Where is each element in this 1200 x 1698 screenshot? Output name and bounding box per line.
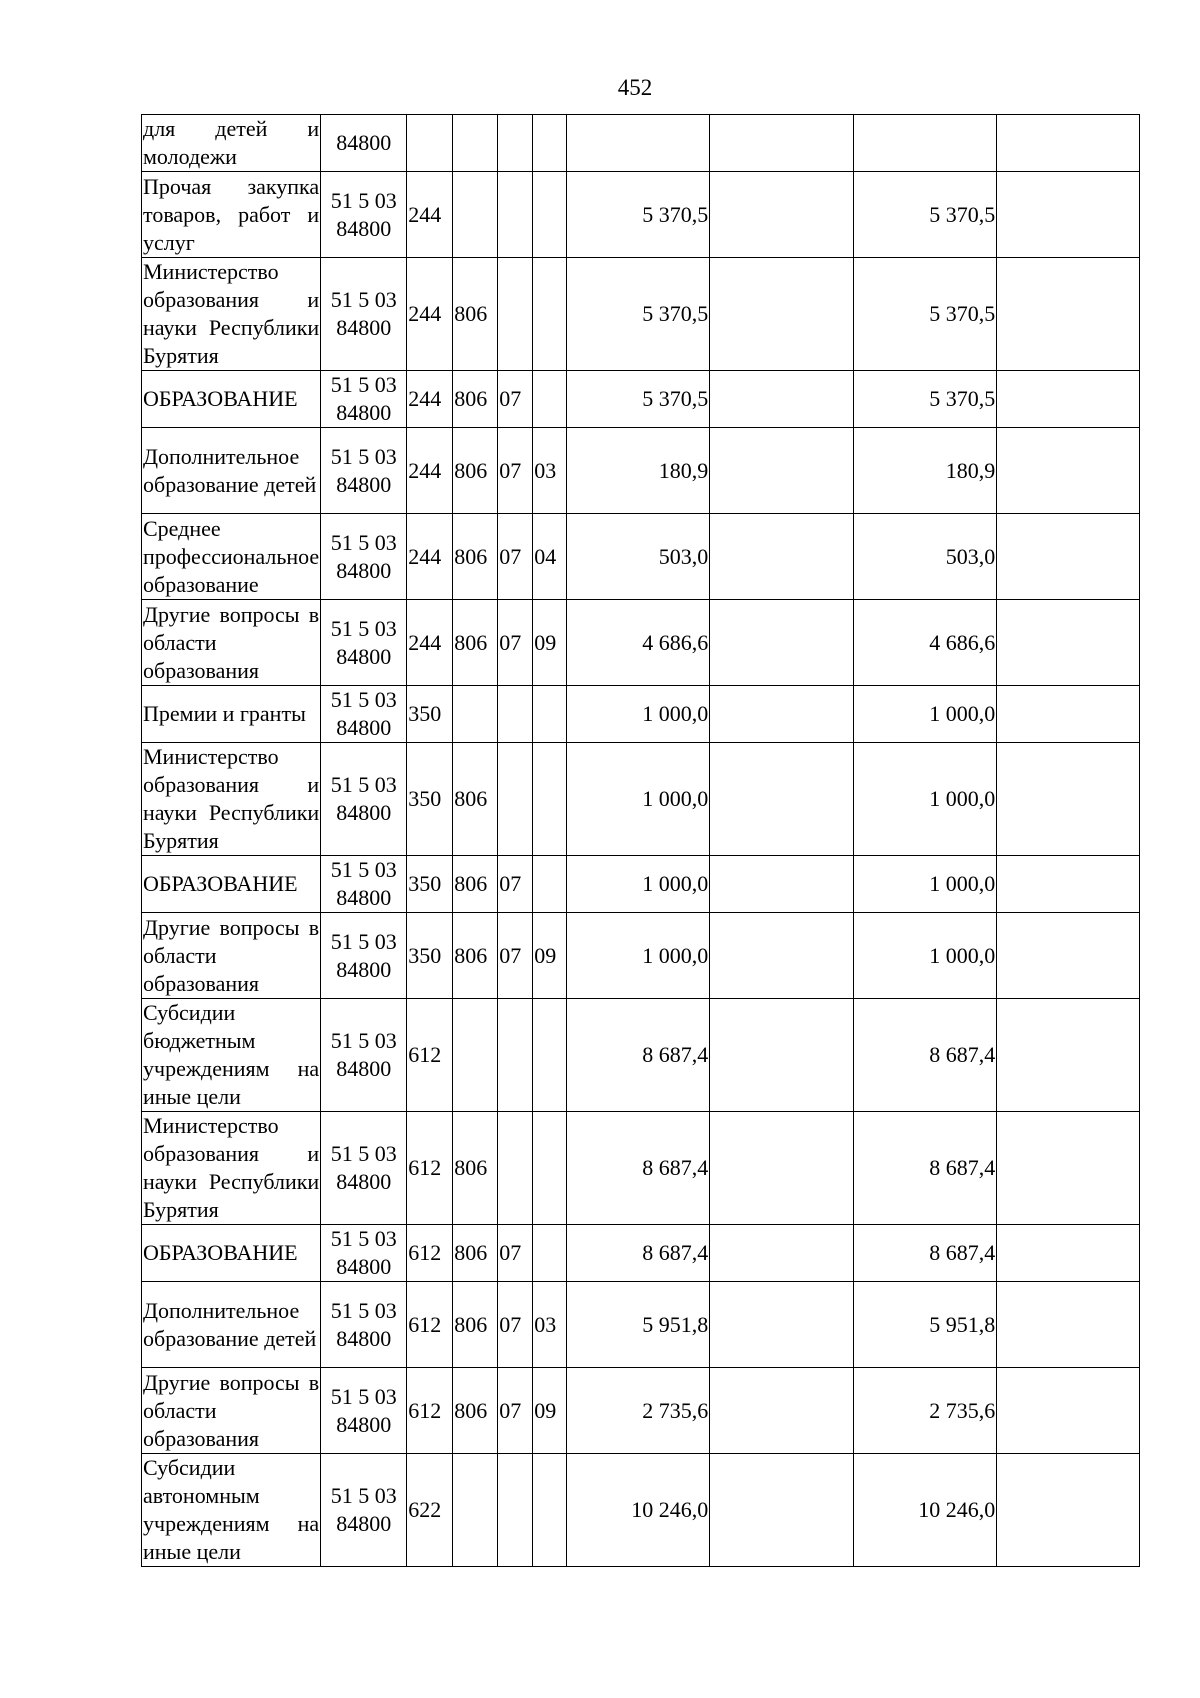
row-subsection <box>533 172 567 258</box>
row-department: 806 <box>453 514 498 600</box>
row-department <box>453 172 498 258</box>
row-amount-2 <box>710 514 854 600</box>
row-subsection <box>533 1454 567 1567</box>
row-amount-1: 10 246,0 <box>567 1454 710 1567</box>
row-section: 07 <box>498 1282 533 1368</box>
row-code: 51 5 03 84800 <box>321 1225 407 1282</box>
row-amount-1: 8 687,4 <box>567 999 710 1112</box>
row-subsection <box>533 371 567 428</box>
row-amount-3: 1 000,0 <box>854 856 997 913</box>
row-expense-type: 350 <box>407 686 453 743</box>
row-subsection: 09 <box>533 913 567 999</box>
row-department: 806 <box>453 1282 498 1368</box>
table-row <box>142 1368 1140 1454</box>
row-amount-3: 4 686,6 <box>854 600 997 686</box>
table-row <box>142 600 1140 686</box>
row-amount-2 <box>710 115 854 172</box>
row-section <box>498 172 533 258</box>
row-amount-3: 10 246,0 <box>854 1454 997 1567</box>
row-expense-type: 244 <box>407 258 453 371</box>
row-department <box>453 115 498 172</box>
row-subsection <box>533 743 567 856</box>
row-section: 07 <box>498 371 533 428</box>
row-department: 806 <box>453 1368 498 1454</box>
row-section <box>498 686 533 743</box>
table-row <box>142 258 1140 371</box>
row-code: 51 5 03 84800 <box>321 258 407 371</box>
row-subsection <box>533 999 567 1112</box>
row-amount-3: 8 687,4 <box>854 999 997 1112</box>
row-expense-type: 612 <box>407 1112 453 1225</box>
row-amount-2 <box>710 1454 854 1567</box>
row-code: 51 5 03 84800 <box>321 1282 407 1368</box>
row-name: Другие вопросы в области образования <box>142 1368 321 1454</box>
row-department <box>453 1454 498 1567</box>
row-amount-1: 8 687,4 <box>567 1225 710 1282</box>
row-subsection: 09 <box>533 1368 567 1454</box>
row-name: ОБРАЗОВАНИЕ <box>142 856 321 913</box>
row-amount-3: 180,9 <box>854 428 997 514</box>
row-section <box>498 1112 533 1225</box>
page-number: 452 <box>617 75 653 100</box>
row-department: 806 <box>453 371 498 428</box>
row-amount-4 <box>997 428 1140 514</box>
row-code: 51 5 03 84800 <box>321 600 407 686</box>
row-amount-1: 5 370,5 <box>567 371 710 428</box>
row-amount-3: 5 370,5 <box>854 371 997 428</box>
row-amount-2 <box>710 371 854 428</box>
table-row <box>142 1282 1140 1368</box>
row-amount-3: 503,0 <box>854 514 997 600</box>
row-expense-type: 350 <box>407 913 453 999</box>
row-section: 07 <box>498 428 533 514</box>
row-amount-4 <box>997 258 1140 371</box>
row-amount-2 <box>710 686 854 743</box>
row-code: 51 5 03 84800 <box>321 428 407 514</box>
row-expense-type: 244 <box>407 428 453 514</box>
table-row <box>142 371 1140 428</box>
table-row <box>142 172 1140 258</box>
row-amount-4 <box>997 686 1140 743</box>
table-row <box>142 514 1140 600</box>
row-expense-type: 612 <box>407 1282 453 1368</box>
row-amount-1: 4 686,6 <box>567 600 710 686</box>
row-department: 806 <box>453 600 498 686</box>
table-row <box>142 743 1140 856</box>
row-code: 51 5 03 84800 <box>321 1112 407 1225</box>
row-section <box>498 258 533 371</box>
row-code: 51 5 03 84800 <box>321 371 407 428</box>
row-subsection: 09 <box>533 600 567 686</box>
row-code: 51 5 03 84800 <box>321 856 407 913</box>
budget-table <box>141 114 1140 1567</box>
row-amount-4 <box>997 1225 1140 1282</box>
row-amount-3: 8 687,4 <box>854 1112 997 1225</box>
row-amount-3: 5 370,5 <box>854 172 997 258</box>
row-department: 806 <box>453 743 498 856</box>
row-amount-2 <box>710 1282 854 1368</box>
row-amount-3 <box>854 115 997 172</box>
row-section <box>498 1454 533 1567</box>
row-expense-type <box>407 115 453 172</box>
row-amount-4 <box>997 115 1140 172</box>
row-expense-type: 244 <box>407 600 453 686</box>
table-row <box>142 913 1140 999</box>
row-amount-4 <box>997 1368 1140 1454</box>
row-amount-1: 1 000,0 <box>567 743 710 856</box>
row-name: Прочая закупка товаров, работ и услуг <box>142 172 321 258</box>
row-subsection <box>533 1112 567 1225</box>
row-section: 07 <box>498 913 533 999</box>
row-amount-2 <box>710 999 854 1112</box>
row-amount-2 <box>710 258 854 371</box>
row-section: 07 <box>498 1368 533 1454</box>
row-amount-4 <box>997 1282 1140 1368</box>
row-department: 806 <box>453 1112 498 1225</box>
table-row <box>142 1225 1140 1282</box>
row-amount-4 <box>997 743 1140 856</box>
row-amount-4 <box>997 371 1140 428</box>
row-amount-2 <box>710 600 854 686</box>
row-amount-2 <box>710 743 854 856</box>
table-row <box>142 1112 1140 1225</box>
row-name: ОБРАЗОВАНИЕ <box>142 371 321 428</box>
table-row <box>142 428 1140 514</box>
row-amount-4 <box>997 913 1140 999</box>
row-expense-type: 244 <box>407 172 453 258</box>
table-row <box>142 856 1140 913</box>
row-name: Министерство образования и науки Республики Бурятия <box>142 258 321 371</box>
row-amount-2 <box>710 172 854 258</box>
row-name: Дополнительное образование детей <box>142 428 321 514</box>
row-subsection <box>533 1225 567 1282</box>
row-department <box>453 686 498 743</box>
row-name: Другие вопросы в области образования <box>142 913 321 999</box>
row-amount-4 <box>997 514 1140 600</box>
row-code: 84800 <box>321 115 407 172</box>
row-code: 51 5 03 84800 <box>321 686 407 743</box>
row-subsection <box>533 686 567 743</box>
row-name: Дополнительное образование детей <box>142 1282 321 1368</box>
row-expense-type: 612 <box>407 1368 453 1454</box>
row-expense-type: 622 <box>407 1454 453 1567</box>
row-amount-2 <box>710 856 854 913</box>
row-expense-type: 350 <box>407 743 453 856</box>
row-subsection <box>533 115 567 172</box>
row-amount-4 <box>997 600 1140 686</box>
row-expense-type: 612 <box>407 1225 453 1282</box>
row-section: 07 <box>498 1225 533 1282</box>
row-amount-3: 5 370,5 <box>854 258 997 371</box>
row-department: 806 <box>453 1225 498 1282</box>
row-subsection: 04 <box>533 514 567 600</box>
row-department: 806 <box>453 856 498 913</box>
row-department: 806 <box>453 258 498 371</box>
row-name: Среднее профессиональное образование <box>142 514 321 600</box>
row-amount-4 <box>997 172 1140 258</box>
table-body <box>142 115 1140 1567</box>
row-code: 51 5 03 84800 <box>321 999 407 1112</box>
row-amount-4 <box>997 856 1140 913</box>
table-row <box>142 115 1140 172</box>
row-amount-1: 180,9 <box>567 428 710 514</box>
row-subsection <box>533 258 567 371</box>
row-amount-2 <box>710 913 854 999</box>
row-amount-3: 1 000,0 <box>854 686 997 743</box>
row-amount-1: 1 000,0 <box>567 856 710 913</box>
row-code: 51 5 03 84800 <box>321 743 407 856</box>
row-code: 51 5 03 84800 <box>321 1454 407 1567</box>
row-section: 07 <box>498 600 533 686</box>
row-amount-3: 1 000,0 <box>854 743 997 856</box>
row-amount-1: 5 951,8 <box>567 1282 710 1368</box>
row-amount-1: 1 000,0 <box>567 686 710 743</box>
table-row <box>142 686 1140 743</box>
row-amount-4 <box>997 1112 1140 1225</box>
row-amount-3: 8 687,4 <box>854 1225 997 1282</box>
row-code: 51 5 03 84800 <box>321 913 407 999</box>
row-amount-3: 1 000,0 <box>854 913 997 999</box>
row-amount-1 <box>567 115 710 172</box>
table-row <box>142 1454 1140 1567</box>
row-name: Премии и гранты <box>142 686 321 743</box>
row-code: 51 5 03 84800 <box>321 172 407 258</box>
row-expense-type: 612 <box>407 999 453 1112</box>
row-amount-1: 8 687,4 <box>567 1112 710 1225</box>
table-row <box>142 999 1140 1112</box>
row-amount-1: 2 735,6 <box>567 1368 710 1454</box>
row-department: 806 <box>453 913 498 999</box>
row-amount-4 <box>997 1454 1140 1567</box>
row-section <box>498 743 533 856</box>
row-name: Министерство образования и науки Республики Бурятия <box>142 1112 321 1225</box>
row-section: 07 <box>498 856 533 913</box>
row-amount-2 <box>710 1368 854 1454</box>
row-code: 51 5 03 84800 <box>321 514 407 600</box>
row-subsection: 03 <box>533 428 567 514</box>
row-amount-1: 5 370,5 <box>567 258 710 371</box>
row-name: ОБРАЗОВАНИЕ <box>142 1225 321 1282</box>
row-amount-1: 5 370,5 <box>567 172 710 258</box>
row-expense-type: 244 <box>407 514 453 600</box>
row-subsection <box>533 856 567 913</box>
row-section: 07 <box>498 514 533 600</box>
row-amount-3: 5 951,8 <box>854 1282 997 1368</box>
row-name: Субсидии бюджетным учреждениям на иные цели <box>142 999 321 1112</box>
row-expense-type: 244 <box>407 371 453 428</box>
row-name: для детей и молодежи <box>142 115 321 172</box>
row-amount-1: 503,0 <box>567 514 710 600</box>
row-section <box>498 999 533 1112</box>
row-name: Субсидии автономным учреждениям на иные цели <box>142 1454 321 1567</box>
row-expense-type: 350 <box>407 856 453 913</box>
row-amount-2 <box>710 1225 854 1282</box>
row-amount-3: 2 735,6 <box>854 1368 997 1454</box>
row-code: 51 5 03 84800 <box>321 1368 407 1454</box>
row-amount-4 <box>997 999 1140 1112</box>
row-name: Министерство образования и науки Республики Бурятия <box>142 743 321 856</box>
row-department <box>453 999 498 1112</box>
row-amount-1: 1 000,0 <box>567 913 710 999</box>
row-amount-2 <box>710 428 854 514</box>
row-subsection: 03 <box>533 1282 567 1368</box>
row-section <box>498 115 533 172</box>
row-name: Другие вопросы в области образования <box>142 600 321 686</box>
row-amount-2 <box>710 1112 854 1225</box>
row-department: 806 <box>453 428 498 514</box>
